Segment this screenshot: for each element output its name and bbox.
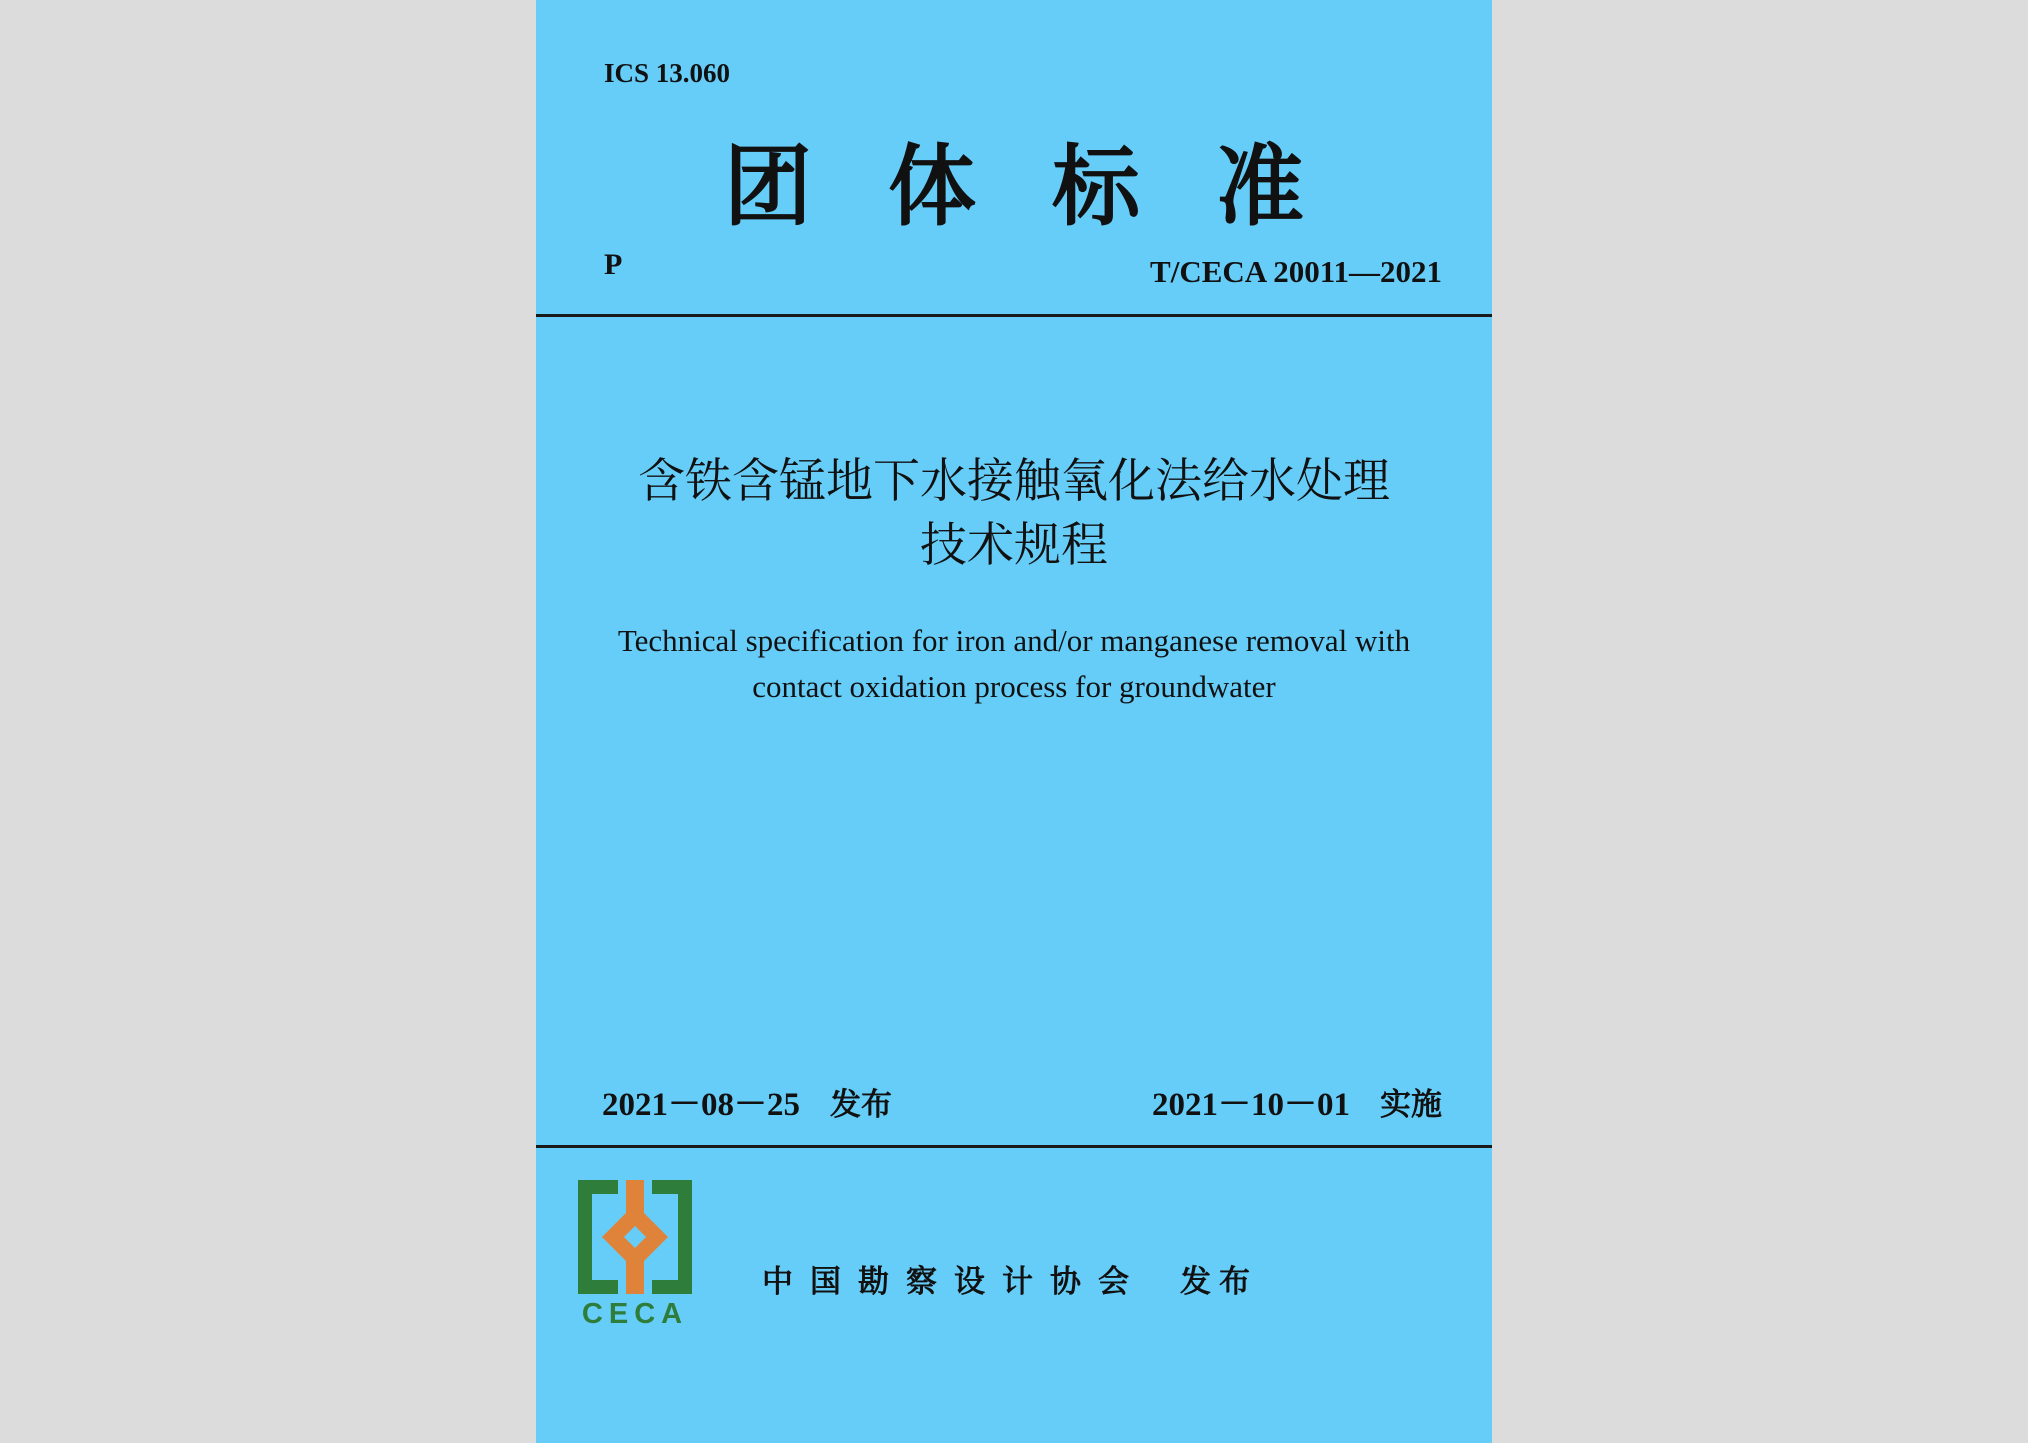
- logo-lettering: CECA: [581, 1298, 689, 1326]
- ceca-logo: [576, 1178, 694, 1326]
- publisher-name: 中国勘察设计协会: [762, 1264, 1146, 1300]
- standard-cover: [536, 0, 1492, 1443]
- header-divider: [536, 314, 1492, 317]
- ics-code: ICS 13.060: [604, 58, 731, 88]
- standard-type-heading: 团体标准: [723, 135, 1380, 238]
- implementation-label: 实施: [1380, 1087, 1442, 1123]
- chinese-title-line-1: 含铁含锰地下水接触氧化法给水处理: [638, 454, 1390, 509]
- classification-code: P: [604, 248, 623, 281]
- english-title-line-2: contact oxidation process for groundwater: [752, 669, 1276, 704]
- english-title: [536, 618, 1492, 710]
- implementation-date: 2021－10－01: [1152, 1087, 1350, 1123]
- chinese-title: [536, 450, 1492, 578]
- chinese-title-line-2: 技术规程: [920, 518, 1108, 573]
- issue-date-block: [602, 1078, 892, 1125]
- publisher-line: [762, 1256, 1258, 1301]
- footer-divider: [536, 1145, 1492, 1148]
- issue-date: 2021－08－25: [602, 1087, 800, 1123]
- issue-label: 发布: [830, 1087, 892, 1123]
- ceca-logo-icon: [576, 1178, 694, 1326]
- publisher-action: 发布: [1180, 1264, 1258, 1300]
- english-title-line-1: Technical specification for iron and/or manganese removal with: [617, 623, 1411, 658]
- implementation-date-block: [1152, 1078, 1442, 1125]
- standard-number: T/CECA 20011—2021: [1150, 254, 1442, 289]
